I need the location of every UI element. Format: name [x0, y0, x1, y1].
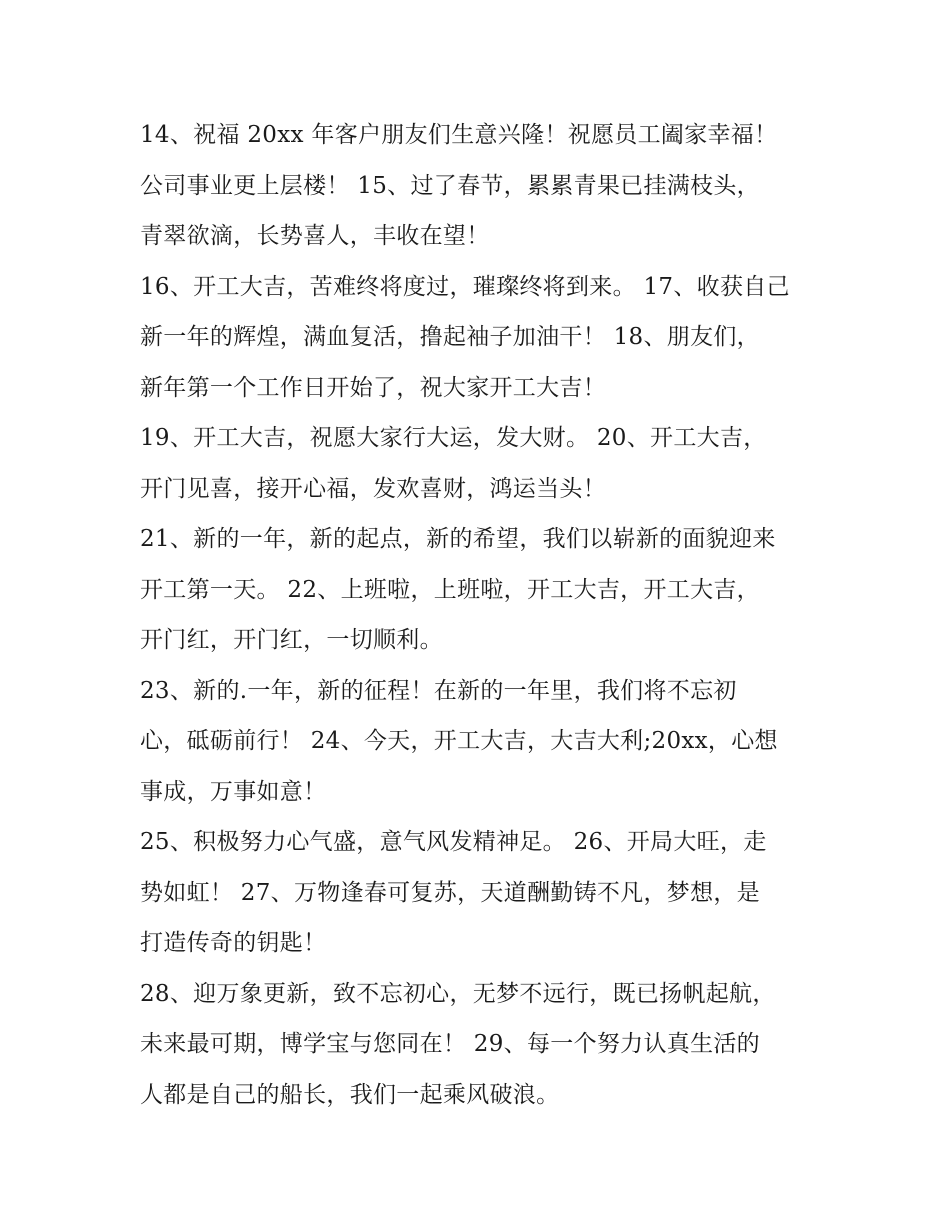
- text-line: 未来最可期，博学宝与您同在！ 29、每一个努力认真生活的: [140, 1031, 760, 1057]
- text-line: 14、祝福 20xx 年客户朋友们生意兴隆！祝愿员工阖家幸福！: [140, 122, 778, 148]
- text-line: 28、迎万象更新，致不忘初心，无梦不远行，既已扬帆起航，: [140, 980, 776, 1007]
- text-line: 新一年的辉煌，满血复活，撸起袖子加油干！ 18、朋友们，: [140, 324, 760, 350]
- text-line: 新年第一个工作日开始了，祝大家开工大吉！: [140, 374, 606, 401]
- text-line: 打造传奇的钥匙！: [140, 930, 327, 956]
- document-body: [140, 110, 830, 1120]
- text-line: 公司事业更上层楼！ 15、过了春节，累累青果已挂满枝头，: [140, 172, 760, 199]
- text-line: 人都是自己的船长，我们一起乘风破浪。: [140, 1081, 560, 1108]
- text-line: 势如虹！ 27、万物逢春可复苏，天道酬勤铸不凡，梦想，是: [140, 879, 760, 906]
- text-line: 心，砥砺前行！ 24、今天，开工大吉，大吉大利;20xx，心想: [140, 728, 778, 754]
- text-line: 开工第一天。 22、上班啦，上班啦，开工大吉，开工大吉，: [140, 576, 760, 603]
- text-line: 开门红，开门红，一切顺利。: [140, 627, 443, 653]
- text-line: 23、新的.一年，新的征程！在新的一年里，我们将不忘初: [140, 677, 737, 704]
- text-line: 开门见喜，接开心福，发欢喜财，鸿运当头！: [140, 475, 606, 502]
- text-line: 21、新的一年，新的起点，新的希望，我们以崭新的面貌迎来: [140, 526, 776, 552]
- text-line: 16、开工大吉，苦难终将度过，璀璨终将到来。 17、收获自己: [140, 273, 790, 300]
- text-line: 青翠欲滴，长势喜人，丰收在望！: [140, 223, 490, 249]
- text-line: 25、积极努力心气盛，意气风发精神足。 26、开局大旺，走: [140, 829, 767, 855]
- text-line: 事成，万事如意！: [140, 778, 327, 805]
- text-line: 19、开工大吉，祝愿大家行大运，发大财。 20、开工大吉，: [140, 425, 767, 451]
